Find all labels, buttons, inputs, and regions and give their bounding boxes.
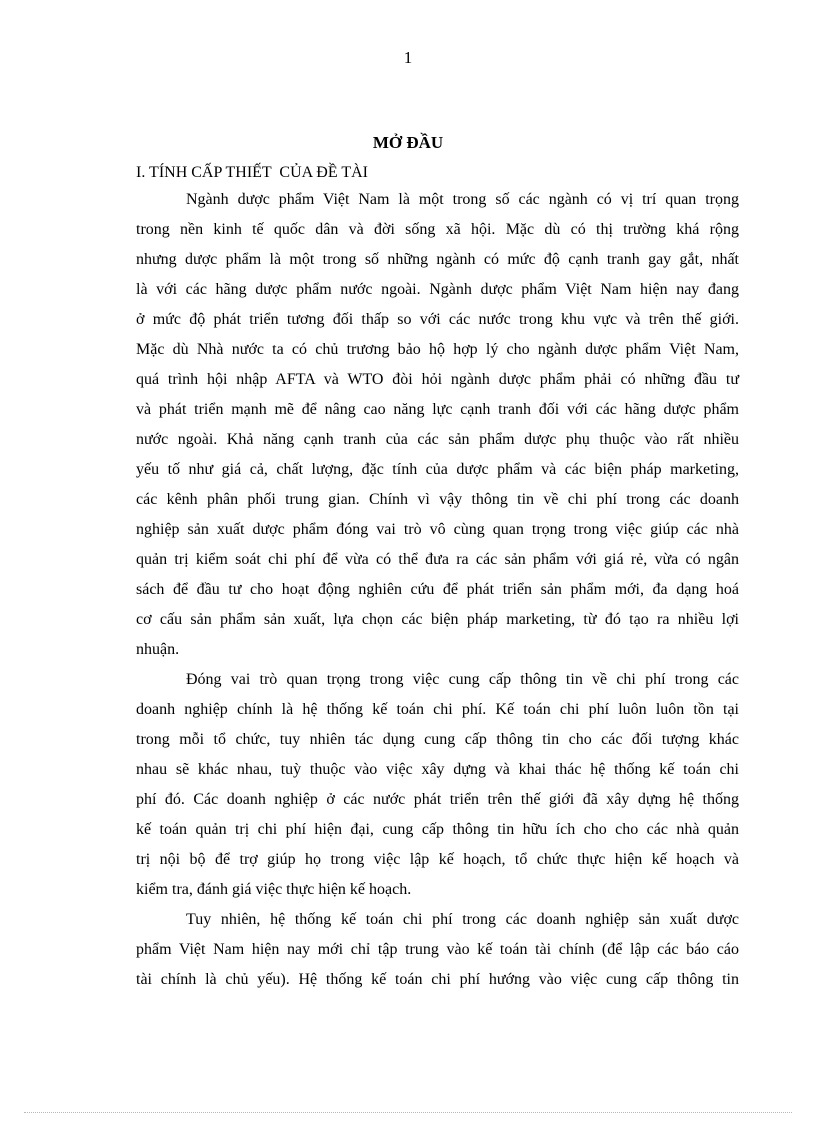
paragraph-line: ở mức độ phát triển tương đối thấp so với các nước trong khu vực và trên thế giới. bbox=[136, 311, 739, 328]
paragraph-line: kế toán quản trị chi phí hiện đại, cung cấp thông tin hữu ích cho cho các nhà quản bbox=[136, 821, 739, 838]
paragraph-line: Đóng vai trò quan trọng trong việc cung cấp thông tin về chi phí trong các bbox=[186, 671, 739, 688]
paragraph-line: cơ cấu sản phẩm sản xuất, lựa chọn các biện pháp marketing, từ đó tạo ra nhiều lợi bbox=[136, 611, 739, 628]
paragraph-line: trong mỗi tổ chức, tuy nhiên tác dụng cung cấp thông tin cho các đối tượng khác bbox=[136, 731, 739, 748]
paragraph-line: yếu tố như giá cả, chất lượng, đặc tính của dược phẩm và các biện pháp marketing, bbox=[136, 461, 739, 478]
paragraph-line: nhuận. bbox=[136, 641, 180, 658]
paragraph-line: trị nội bộ để trợ giúp họ trong việc lập kế hoạch, tổ chức thực hiện kế hoạch và bbox=[136, 851, 739, 868]
paragraph-line: doanh nghiệp chính là hệ thống kế toán chi phí. Kế toán chi phí luôn luôn tồn tại bbox=[136, 701, 739, 718]
paragraph-line: nhau sẽ khác nhau, tuỳ thuộc vào việc xây dựng và khai thác hệ thống kế toán chi bbox=[136, 761, 739, 778]
paragraph-line: Mặc dù Nhà nước ta có chủ trương bảo hộ hợp lý cho ngành dược phẩm Việt Nam, bbox=[136, 341, 739, 358]
paragraph-line: phẩm Việt Nam hiện nay mới chỉ tập trung vào kế toán tài chính (để lập các báo cáo bbox=[136, 941, 739, 958]
paragraph-line: các kênh phân phối trung gian. Chính vì vậy thông tin về chi phí trong các doanh bbox=[136, 491, 739, 508]
paragraph-line: là với các hãng dược phẩm nước ngoài. Ngành dược phẩm Việt Nam hiện nay đang bbox=[136, 281, 739, 298]
paragraph-line: nhưng dược phẩm là một trong số những ngành có mức độ cạnh tranh gay gắt, nhất bbox=[136, 251, 739, 268]
paragraph-line: quản trị kiểm soát chi phí để vừa có thể đưa ra các sản phẩm với giá rẻ, vừa có ngân bbox=[136, 551, 739, 568]
page-bottom-divider bbox=[24, 1112, 792, 1113]
paragraph-line: nước ngoài. Khả năng cạnh tranh của các sản phẩm dược phụ thuộc vào rất nhiều bbox=[136, 431, 739, 448]
paragraph-line: sách để đầu tư cho hoạt động nghiên cứu để phát triển sản phẩm mới, đa dạng hoá bbox=[136, 581, 739, 598]
section-title: I. TÍNH CẤP THIẾT CỦA ĐỀ TÀI bbox=[136, 164, 368, 181]
paragraph-line: Ngành dược phẩm Việt Nam là một trong số các ngành có vị trí quan trọng bbox=[186, 191, 739, 208]
paragraph-line: trong nền kinh tế quốc dân và đời sống xã hội. Mặc dù có thị trường khá rộng bbox=[136, 221, 739, 238]
paragraph-line: phí đó. Các doanh nghiệp ở các nước phát triển trên thế giới đã xây dựng hệ thống bbox=[136, 791, 739, 808]
paragraph-line: kiểm tra, đánh giá việc thực hiện kế hoạch. bbox=[136, 881, 412, 898]
paragraph-line: quá trình hội nhập AFTA và WTO đòi hỏi ngành dược phẩm phải có những đầu tư bbox=[136, 371, 739, 388]
paragraph-line: Tuy nhiên, hệ thống kế toán chi phí trong các doanh nghiệp sản xuất dược bbox=[186, 911, 739, 928]
paragraph-line: và phát triển mạnh mẽ để nâng cao năng lực cạnh tranh đối với các hãng dược phẩm bbox=[136, 401, 739, 418]
paragraph-line: nghiệp sản xuất dược phẩm đóng vai trò vô cùng quan trọng trong việc giúp các nhà bbox=[136, 521, 739, 538]
chapter-heading: MỞ ĐẦU bbox=[372, 133, 444, 152]
page-number: 1 bbox=[403, 48, 413, 67]
paragraph-line: tài chính là chủ yếu). Hệ thống kế toán chi phí hướng vào việc cung cấp thông tin bbox=[136, 971, 739, 988]
